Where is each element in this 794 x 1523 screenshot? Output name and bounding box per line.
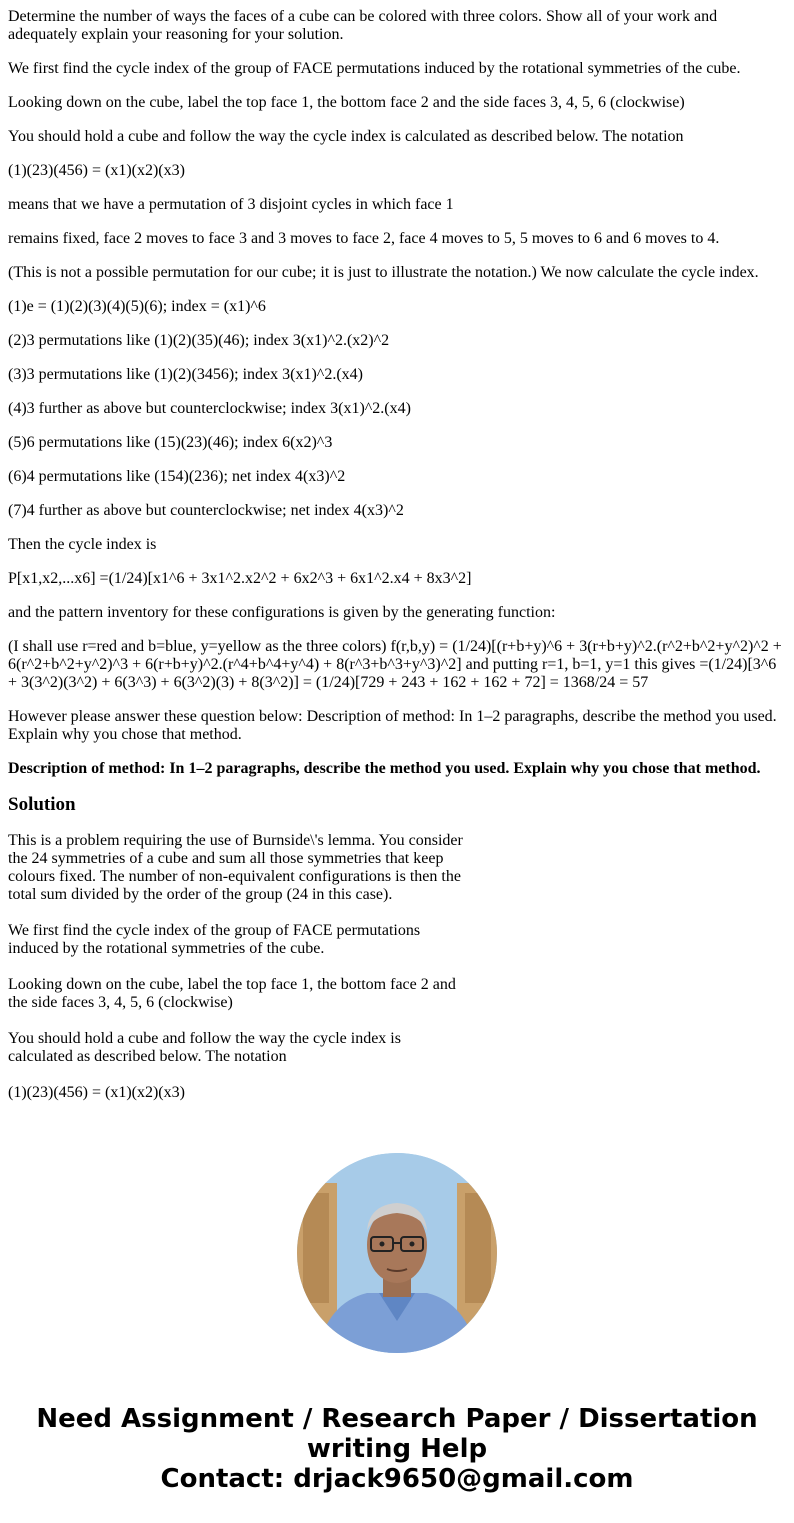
solution-heading: Solution xyxy=(8,794,76,815)
question-paragraph: (This is not a possible permutation for our cube; it is just to illustrate the notation.) We now calculate the cycle index. xyxy=(8,264,759,281)
question-paragraph: (5)6 permutations like (15)(23)(46); index 6(x2)^3 xyxy=(8,434,333,451)
solution-paragraph: Looking down on the cube, label the top face 1, the bottom face 2 and the side faces 3, 4, 5, 6 (clockwise) xyxy=(8,976,456,1011)
question-paragraph: (6)4 permutations like (154)(236); net index 4(x3)^2 xyxy=(8,468,346,485)
question-paragraph: (7)4 further as above but counterclockwise; net index 4(x3)^2 xyxy=(8,502,404,519)
question-section xyxy=(8,8,786,778)
promo-banner xyxy=(0,1404,794,1494)
solution-section xyxy=(8,832,468,1102)
question-paragraph: Then the cycle index is xyxy=(8,536,157,553)
question-paragraph: (2)3 permutations like (1)(2)(35)(46); index 3(x1)^2.(x2)^2 xyxy=(8,332,390,349)
question-paragraph: Looking down on the cube, label the top face 1, the bottom face 2 and the side faces 3, 4, 5, 6 (clockwise) xyxy=(8,94,685,111)
question-paragraph: (3)3 permutations like (1)(2)(3456); index 3(x1)^2.(x4) xyxy=(8,366,363,383)
question-paragraph: P[x1,x2,...x6] =(1/24)[x1^6 + 3x1^2.x2^2 + 6x2^3 + 6x1^2.x4 + 8x3^2] xyxy=(8,570,472,587)
solution-paragraph: (1)(23)(456) = (x1)(x2)(x3) xyxy=(8,1084,185,1101)
question-paragraph: We first find the cycle index of the group of FACE permutations induced by the rotational symmetries of the cube. xyxy=(8,60,741,77)
portrait-illustration xyxy=(297,1153,497,1353)
question-paragraph: and the pattern inventory for these configurations is given by the generating function: xyxy=(8,604,556,621)
question-paragraph: (4)3 further as above but counterclockwise; index 3(x1)^2.(x4) xyxy=(8,400,411,417)
question-paragraph: (I shall use r=red and b=blue, y=yellow as the three colors) f(r,b,y) = (1/24)[(r+b+y)^6 + 3(r+b+y)^2.(r^2+b^2+y^2)^2 + 6(r^2+b^2+y^2)^3 + 6(r+b+y)^2.(r^4+b^4+y^4) + 8(r^3+b^3+y^3)^2] and putting r=1, b=1, y=1 this gives =(1/24)[3^6 + 3(3^2)(3^2) + 6(3^3) + 6(3^2)(3) + 8(3^2)] = (1/24)[729 + 243 + 162 + 162 + 72] = 1368/24 = 57 xyxy=(8,638,782,691)
question-paragraph: means that we have a permutation of 3 disjoint cycles in which face 1 xyxy=(8,196,454,213)
question-paragraph: However please answer these question below: Description of method: In 1–2 paragraphs, describe the method you used. Explain why you chose that method. xyxy=(8,708,777,743)
method-prompt: Description of method: In 1–2 paragraphs, describe the method you used. Explain why you chose that method. xyxy=(8,760,761,777)
question-paragraph: You should hold a cube and follow the way the cycle index is calculated as described below. The notation xyxy=(8,128,684,145)
solution-paragraph: We first find the cycle index of the group of FACE permutations induced by the rotational symmetries of the cube. xyxy=(8,922,421,957)
question-paragraph: Determine the number of ways the faces of a cube can be colored with three colors. Show all of your work and adequately explain your reasoning for your solution. xyxy=(8,8,718,43)
question-paragraph: remains fixed, face 2 moves to face 3 and 3 moves to face 2, face 4 moves to 5, 5 moves to 6 and 6 moves to 4. xyxy=(8,230,720,247)
page-content xyxy=(8,8,786,1120)
promo-line: Need Assignment / Research Paper / Dissertation xyxy=(36,1404,758,1434)
tutor-avatar xyxy=(297,1153,497,1353)
solution-paragraph: You should hold a cube and follow the way the cycle index is calculated as described below. The notation xyxy=(8,1030,401,1065)
solution-paragraph: This is a problem requiring the use of Burnside\'s lemma. You consider the 24 symmetries of a cube and sum all those symmetries that keep colours fixed. The number of non-equivalent configurations is then the total sum divided by the order of the group (24 in this case). xyxy=(8,832,463,903)
promo-line: writing Help xyxy=(306,1434,488,1464)
question-paragraph: (1)e = (1)(2)(3)(4)(5)(6); index = (x1)^6 xyxy=(8,298,266,315)
question-paragraph: (1)(23)(456) = (x1)(x2)(x3) xyxy=(8,162,185,179)
promo-contact: Contact: drjack9650@gmail.com xyxy=(160,1464,634,1494)
